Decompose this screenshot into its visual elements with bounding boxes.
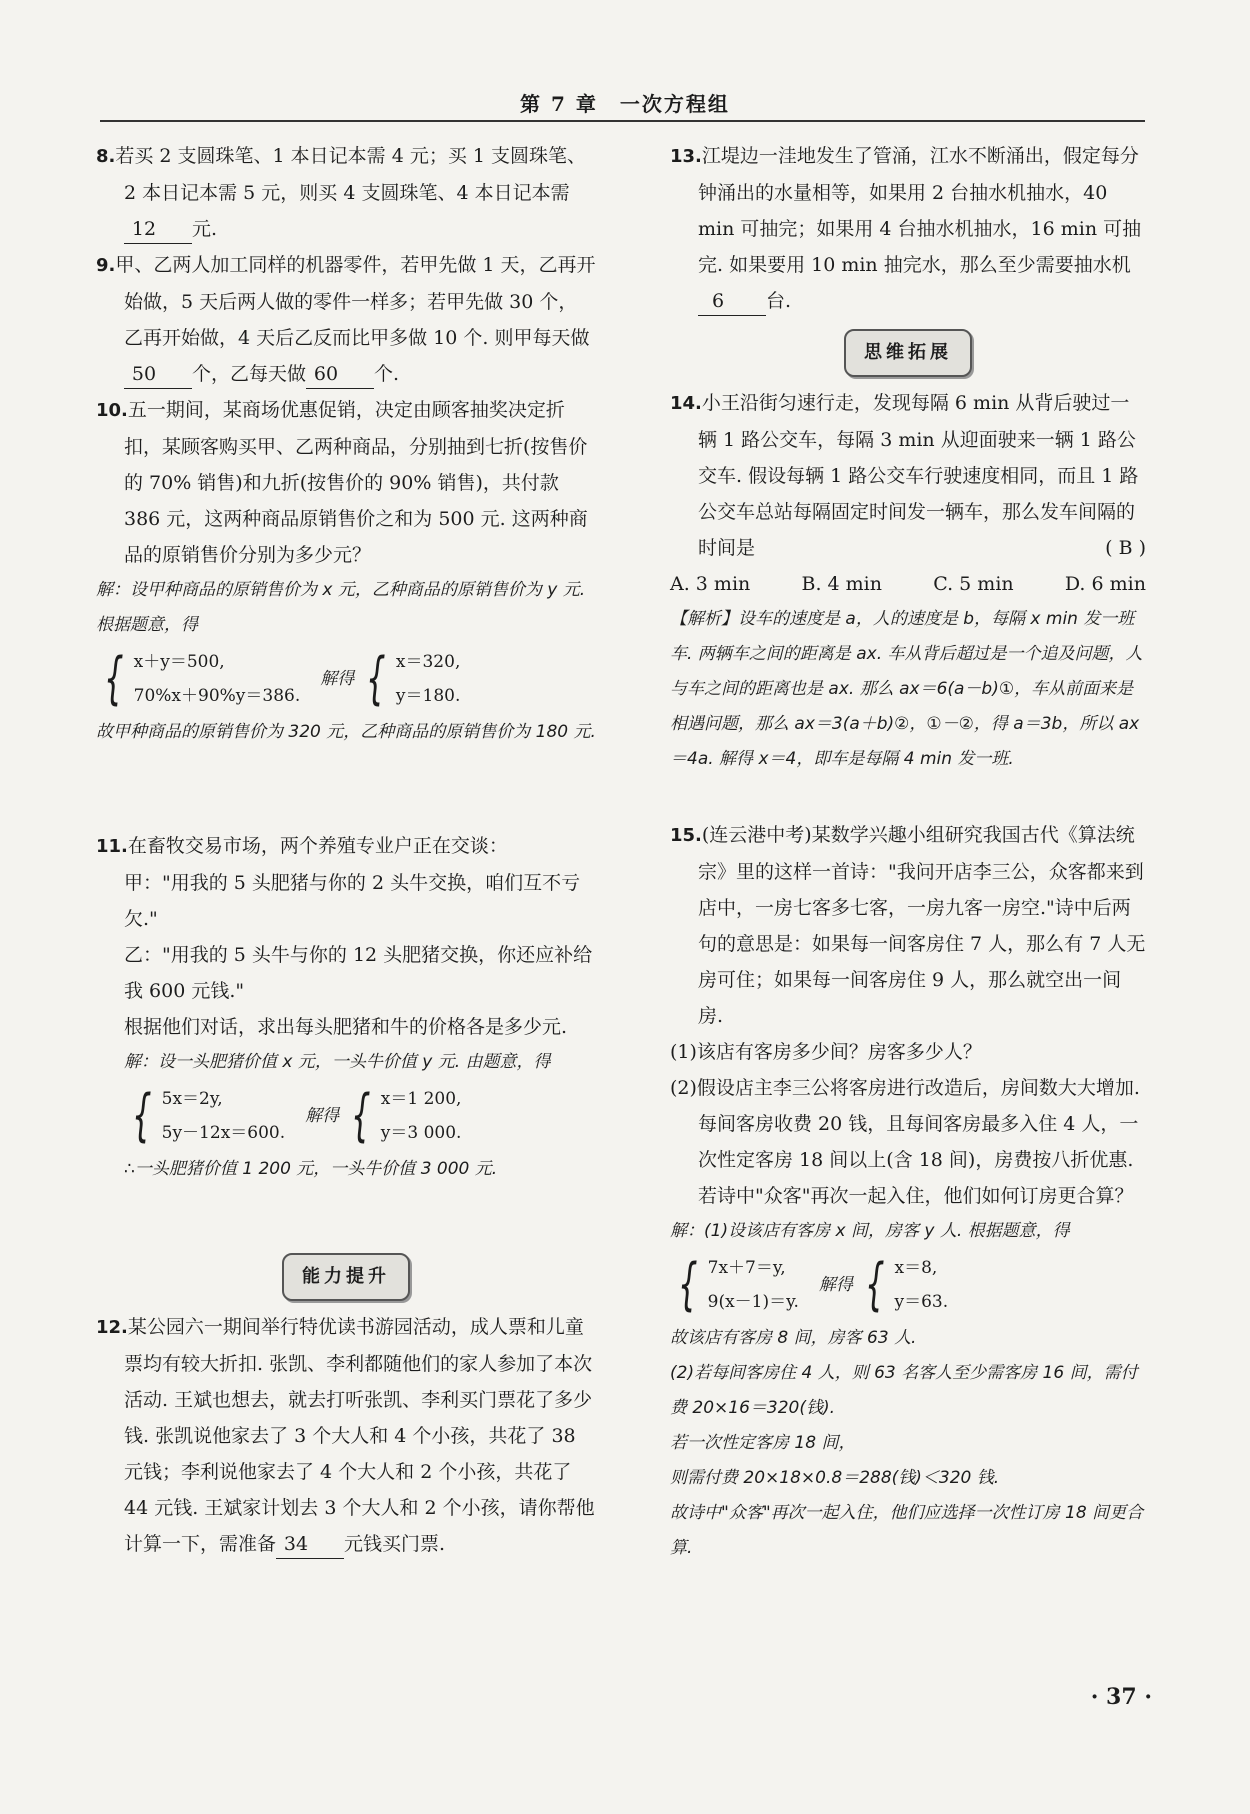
question-9: 9.甲、乙两人加工同样的机器零件，若甲先做 1 天，乙再开始做，5 天后两人做的零件一样多；若甲先做 30 个，乙再开始做，4 天后乙反而比甲多做 10 个. 则甲每天做50 个，乙每天做 60 个. [96,247,596,392]
solution-15: 解：(1)设该店有客房 x 间，房客 y 人. 根据题意，得 { 7x＋7＝y, 9(x－1)＝y. 解得 { x＝8, y＝63. 故该店有客房 8 间，房客 63 人. (2)若每间客房住 4 人，则 63 名客人至少需客房 16 间，需付费 20×16＝320(钱). 若一次性定客房 18 间， 则需付费 20×18×0.8＝288(钱)＜320 钱. 故诗中"众客"再次一起入住，他们应选择一次性订房 18 间更合算. [670,1214,1146,1566]
question-10: 10.五一期间，某商场优惠促销，决定由顾客抽奖决定折扣，某顾客购买甲、乙两种商品，分别抽到七折(按售价的 70% 销售)和九折(按售价的 90% 销售)，共付款 386 元，这两种商品原销售价之和为 500 元. 这两种商品的原销售价分别为多少元？ [96,399,588,566]
equation-system-15: { 7x＋7＝y, 9(x－1)＝y. 解得 { x＝8, y＝63. [678,1252,949,1317]
choice-c: C. 5 min [933,573,1014,595]
question-8: 8.若买 2 支圆珠笔、1 本日记本需 4 元；买 1 支圆珠笔、2 本日记本需 5 元，则买 4 支圆珠笔、4 本日记本需 12 元. [96,138,596,247]
equation-system-10: { x＋y＝500, 70%x＋90%y＝386. 解得 { x＝320, y＝180. [104,646,461,711]
left-column [96,138,596,1562]
solution-11: 解：设一头肥猪价值 x 元，一头牛价值 y 元. 由题意，得 { 5x＝2y, 5y－12x＝600. 解得 { x＝1 200, y＝3 000. ∴一头肥猪价值 1 200 元，一头牛价值 3 000 元. [124,1045,596,1187]
question-15: 15.(连云港中考)某数学兴趣小组研究我国古代《算法统宗》里的这样一首诗："我问开店李三公，众客都来到店中，一房七客多七客，一房九客一房空."诗中后两句的意思是：如果每一间客房住 7 人，那么有 7 人无房可住；如果每一间客房住 9 人，那么就空出一间房. [670,824,1146,1027]
question-13: 13.江堤边一洼地发生了管涌，江水不断涌出，假定每分钟涌出的水量相等，如果用 2 台抽水机抽水，40 min 可抽完；如果用 4 台抽水机抽水，16 min 可抽完. 如果要用 10 min 抽完水，那么至少需要抽水机6 台. [670,138,1146,319]
question-15-part-2: (2)假设店主李三公将客房进行改造后，房间数大大增加. 每间客房收费 20 钱，且每间客房最多入住 4 人，一次性定客房 18 间以上(含 18 间)，房费按八折优惠. 若诗中"众客"再次一起入住，他们如何订房更合算？ [670,1077,1140,1207]
question-11-ask: 根据他们对话，求出每头肥猪和牛的价格各是多少元. [124,1016,568,1038]
section-badge-thinking: 思维拓展 [844,329,972,377]
choices-q14 [670,566,1146,602]
page-number: · 37 · [1090,1684,1152,1710]
answer-blank-q12: 34 [276,1530,344,1559]
answer-blank-q13: 6 [698,287,766,316]
question-15-part-1: (1)该店有客房多少间？房客多少人？ [670,1041,982,1063]
section-badge-ability: 能力提升 [282,1253,410,1301]
answer-blank-q8: 12 [124,215,192,244]
choice-b: B. 4 min [801,573,882,595]
answer-blank-q9-a: 50 [124,360,192,389]
question-14: 14.小王沿街匀速行走，发现每隔 6 min 从背后驶过一辆 1 路公交车，每隔 3 min 从迎面驶来一辆 1 路公交车. 假设每辆 1 路公交车行驶速度相同，而且 1 路公交车总站每隔固定时间发一辆车，那么发车间隔的时间是 ( B ) [670,385,1146,566]
answer-choice-q14: ( B ) [1105,537,1146,559]
equation-system-11: { 5x＝2y, 5y－12x＝600. 解得 { x＝1 200, y＝3 000. [132,1083,462,1148]
right-column [670,138,1146,1566]
question-11: 11.在畜牧交易市场，两个养殖专业户正在交谈： [96,835,508,857]
question-12: 12.某公园六一期间举行特优读书游园活动，成人票和儿童票均有较大折扣. 张凯、李利都随他们的家人参加了本次活动. 王斌也想去，就去打听张凯、李利买门票花了多少钱. 张凯说他家去了 3 个大人和 4 个小孩，共花了 38 元钱；李利说他家去了 4 个大人和 2 个小孩，共花了 44 元钱. 王斌家计划去 3 个大人和 2 个小孩，请你帮他计算一下，需准备 34 元钱买门票. [96,1309,596,1562]
choice-a: A. 3 min [670,573,751,595]
page-header [100,86,1145,122]
solution-10: 解：设甲种商品的原销售价为 x 元，乙种商品的原销售价为 y 元. 根据题意，得 { x＋y＝500, 70%x＋90%y＝386. 解得 { x＝320, y＝180. 故甲种商品的原销售价为 320 元，乙种商品的原销售价为 180 元. [96,580,596,742]
chapter-title: 第 7 章 一次方程组 [520,92,730,116]
dialogue-jia: 甲："用我的 5 头肥猪与你的 2 头牛交换，咱们互不亏欠." [124,872,581,930]
answer-blank-q9-b: 60 [306,360,374,389]
analysis-14: 【解析】设车的速度是 a，人的速度是 b，每隔 x min 发一班车. 两辆车之间的距离是 ax. 车从背后超过是一个追及问题，人与车之间的距离也是 ax. 那么 ax＝6(a－b)①，车从前面来是相遇问题，那么 ax＝3(a＋b)②，①－②，得 a＝3b，所以 ax＝4a. 解得 x＝4，即车是每隔 4 min 发一班. [670,609,1143,769]
choice-d: D. 6 min [1064,573,1146,595]
dialogue-yi: 乙："用我的 5 头牛与你的 12 头肥猪交换，你还应补给我 600 元钱." [124,944,593,1002]
